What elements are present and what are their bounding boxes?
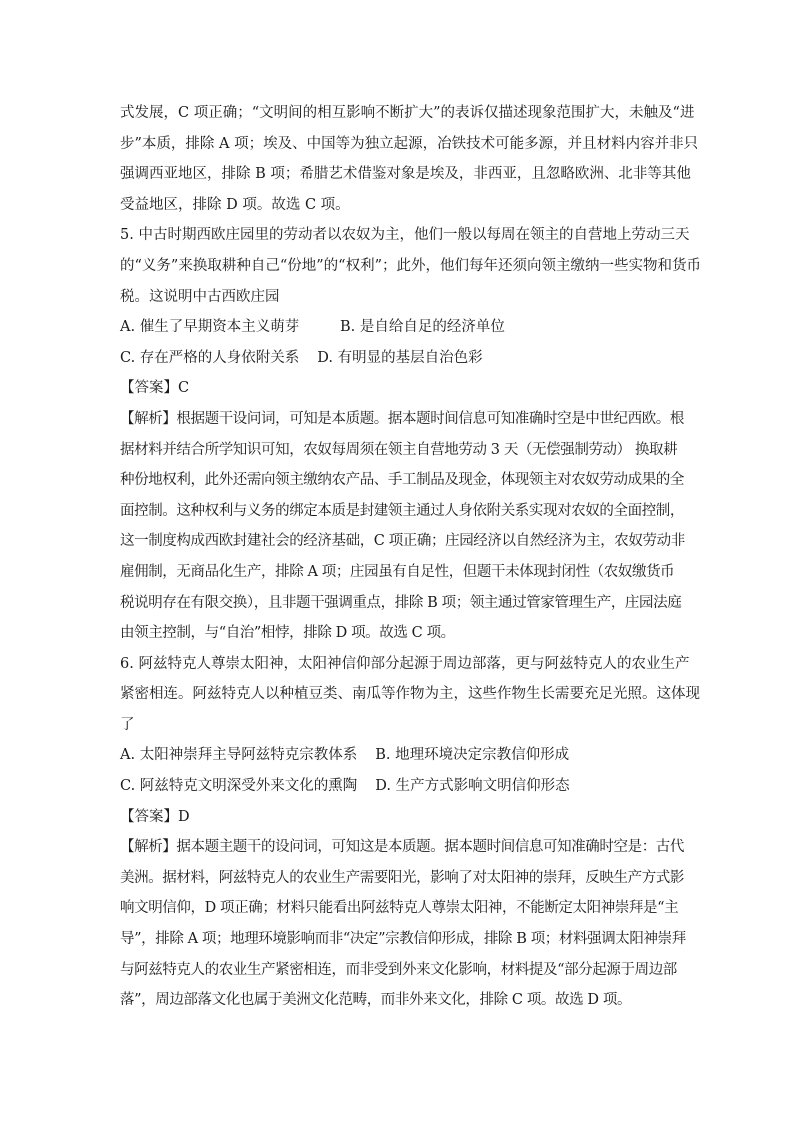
option-a: A. 催生了早期资本主义萌芽 bbox=[120, 319, 300, 336]
question-5-analysis: 据材料并结合所学知识可知，农奴每周须在领主自营地劳动 3 天（无偿强制劳动） 换取耕 bbox=[120, 441, 678, 458]
question-5-analysis: 税说明存在有限交换），且非题干强调重点，排除 B 项；领主通过管家管理生产，庄园法庭 bbox=[120, 594, 682, 611]
option-c: C. 阿兹特克文明深受外来文化的熏陶 bbox=[120, 778, 358, 795]
option-b: B. 地理环境决定宗教信仰形成 bbox=[375, 747, 570, 764]
option-d: D. 生产方式影响文明信仰形态 bbox=[375, 778, 570, 795]
question-6-analysis: 导”，排除 A 项；地理环境影响而非“决定”宗教信仰形成，排除 B 项；材料强调太阳神崇拜 bbox=[120, 931, 686, 948]
text-line: 强调西亚地区，排除 B 项；希腊艺术借鉴对象是埃及，非西亚，且忽略欧洲、北非等其他 bbox=[120, 166, 691, 183]
page-content bbox=[120, 98, 701, 1016]
option-a: A. 太阳神崇拜主导阿兹特克宗教体系 bbox=[120, 747, 358, 764]
question-5-options-row-2 bbox=[120, 343, 688, 374]
question-5-analysis: 面控制。这种权利与义务的绑定本质是封建领主通过人身依附关系实现对农奴的全面控制， bbox=[120, 502, 684, 519]
question-5-analysis: 由领主控制，与“自治”相悖，排除 D 项。故选 C 项。 bbox=[120, 625, 455, 642]
question-5-stem: 税。这说明中古西欧庄园 bbox=[120, 288, 280, 305]
option-b: B. 是自给自足的经济单位 bbox=[340, 319, 505, 336]
question-5-options-row-1 bbox=[120, 312, 688, 343]
question-5-answer: 【答案】C bbox=[120, 380, 190, 397]
question-6-options-row-1 bbox=[120, 740, 688, 771]
text-line: 步”本质，排除 A 项；埃及、中国等为独立起源，冶铁技术可能多源，并且材料内容并非只 bbox=[120, 135, 699, 152]
question-5-stem: 的“义务”来换取耕种自己“份地”的“权利”；此外，他们每年还须向领主缴纳一些实物和货币 bbox=[120, 257, 701, 274]
question-6-stem: 6. 阿兹特克人尊崇太阳神，太阳神信仰部分起源于周边部落，更与阿兹特克人的农业生产 bbox=[120, 655, 690, 672]
option-d: D. 有明显的基层自治色彩 bbox=[317, 349, 483, 366]
question-6-stem: 了 bbox=[120, 716, 135, 733]
option-c: C. 存在严格的人身依附关系 bbox=[120, 349, 300, 366]
question-5-analysis: 雇佣制，无商品化生产，排除 A 项；庄园虽有自足性，但题干未体现封闭性（农奴缴货币 bbox=[120, 563, 675, 580]
question-6-analysis: 与阿兹特克人的农业生产紧密相连，而非受到外来文化影响，材料提及“部分起源于周边部 bbox=[120, 961, 677, 978]
question-6-analysis: 响文明信仰，D 项正确；材料只能看出阿兹特克人尊崇太阳神，不能断定太阳神崇拜是“主 bbox=[120, 900, 679, 917]
question-6-analysis: 美洲。据材料，阿兹特克人的农业生产需要阳光，影响了对太阳神的崇拜，反映生产方式影 bbox=[120, 869, 684, 886]
question-6-options-row-2 bbox=[120, 771, 688, 802]
question-6-stem: 紧密相连。阿兹特克人以种植豆类、南瓜等作物为主，这些作物生长需要充足光照。这体现 bbox=[120, 686, 700, 703]
text-line: 式发展，C 项正确；“文明间的相互影响不断扩大”的表诉仅描述现象范围扩大，未触及“进 bbox=[120, 105, 695, 121]
question-6-answer: 【答案】D bbox=[120, 808, 190, 825]
question-6-analysis: 落”，周边部落文化也属于美洲文化范畴，而非外来文化，排除 C 项。故选 D 项。 bbox=[120, 992, 632, 1009]
question-6-analysis: 【解析】据本题主题干的设问词，可知这是本质题。据本题时间信息可知准确时空是：古代 bbox=[120, 839, 684, 856]
question-5-analysis: 种份地权利，此外还需向领主缴纳农产品、手工制品及现金，体现领主对农奴劳动成果的全 bbox=[120, 472, 684, 489]
question-5-analysis: 【解析】根据题干设问词，可知是本质题。据本题时间信息可知准确时空是中世纪西欧。根 bbox=[120, 410, 684, 427]
question-5-analysis: 这一制度构成西欧封建社会的经济基础，C 项正确；庄园经济以自然经济为主，农奴劳动非 bbox=[120, 533, 685, 550]
question-5-stem: 5. 中古时期西欧庄园里的劳动者以农奴为主，他们一般以每周在领主的自营地上劳动三天 bbox=[120, 227, 690, 244]
text-line: 受益地区，排除 D 项。故选 C 项。 bbox=[120, 196, 350, 213]
